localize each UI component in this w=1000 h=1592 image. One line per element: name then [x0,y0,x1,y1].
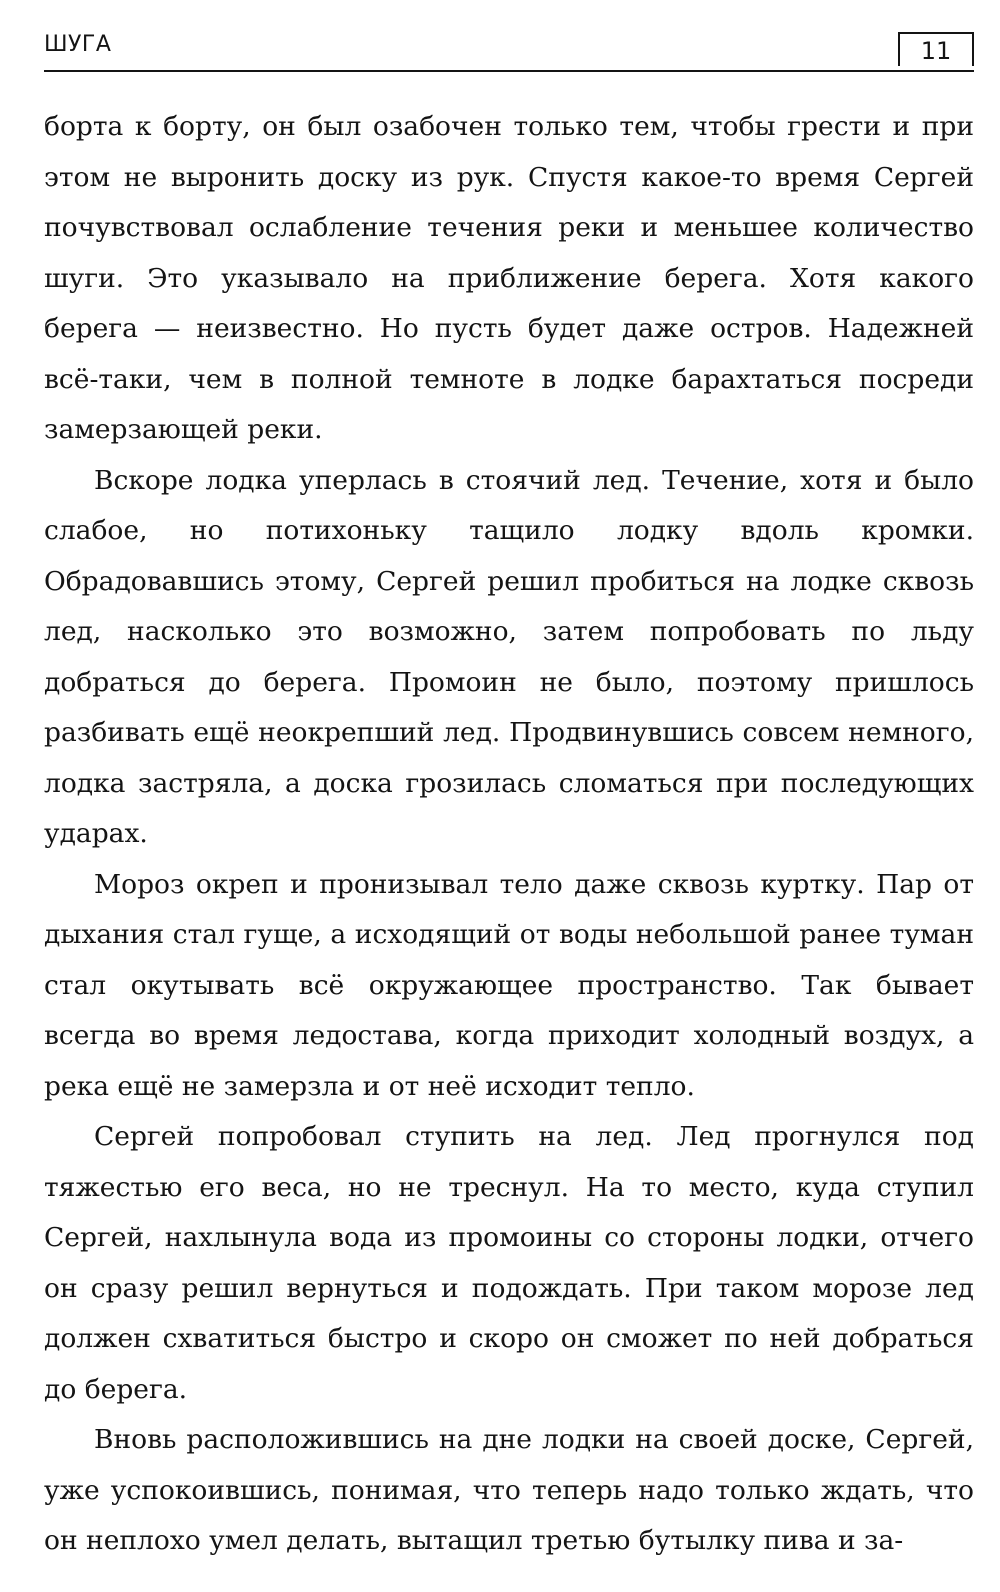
paragraph-4: Сергей попробовал ступить на лед. Лед прогнулся под тяжестью его веса, но не треснул. На то место, куда ступил Сергей, нахлынула вода из промоины со стороны лодки, отчего он сразу решил вернуться и подождать. При таком морозе лед должен схватиться быстро и скоро он сможет по ней добраться до берега. [44,1121,974,1405]
paragraph-1: борта к борту, он был озабочен только тем, чтобы грести и при этом не выронить доску из рук. Спустя какое-то время Сергей почувствовал ослабление течения реки и меньшее количество шуги. Это указывало на приближение берега. Хотя какого берега — неизвестно. Но пусть будет даже остров. Надежней всё-таки, чем в полной темноте в лодке барахтаться посреди замерзающей реки. [44,111,974,445]
paragraph-3: Мороз окреп и пронизывал тело даже сквозь куртку. Пар от дыхания стал гуще, а исходящий от воды небольшой ранее туман стал окутывать всё окружающее пространство. Так бывает всегда во время ледостава, когда приходит холодный воздух, а река ещё не замерзла и от неё исходит тепло. [44,868,974,1102]
paragraph-2: Вскоре лодка уперлась в стоячий лед. Течение, хотя и было слабое, но потихоньку тащило лодку вдоль кромки. Обрадовавшись этому, Сергей решил пробиться на лодке сквозь лед, насколько это возможно, затем попробовать по льду добраться до берега. Промоин не было, поэтому пришлось разбивать ещё неокрепший лед. Продвинувшись совсем немного, лодка застряла, а доска грозилась сломаться при последующих ударах. [44,464,974,849]
page-number: 11 [898,32,974,66]
running-head [44,28,974,72]
running-title: ШУГА [44,32,112,57]
paragraph-5: Вновь расположившись на дне лодки на своей доске, Сергей, уже успокоившись, понимая, что теперь надо только ждать, что он неплохо умел делать, вытащил третью бутылку пива и за- [44,1424,974,1556]
book-page [44,28,974,1568]
body-text [44,102,974,1567]
